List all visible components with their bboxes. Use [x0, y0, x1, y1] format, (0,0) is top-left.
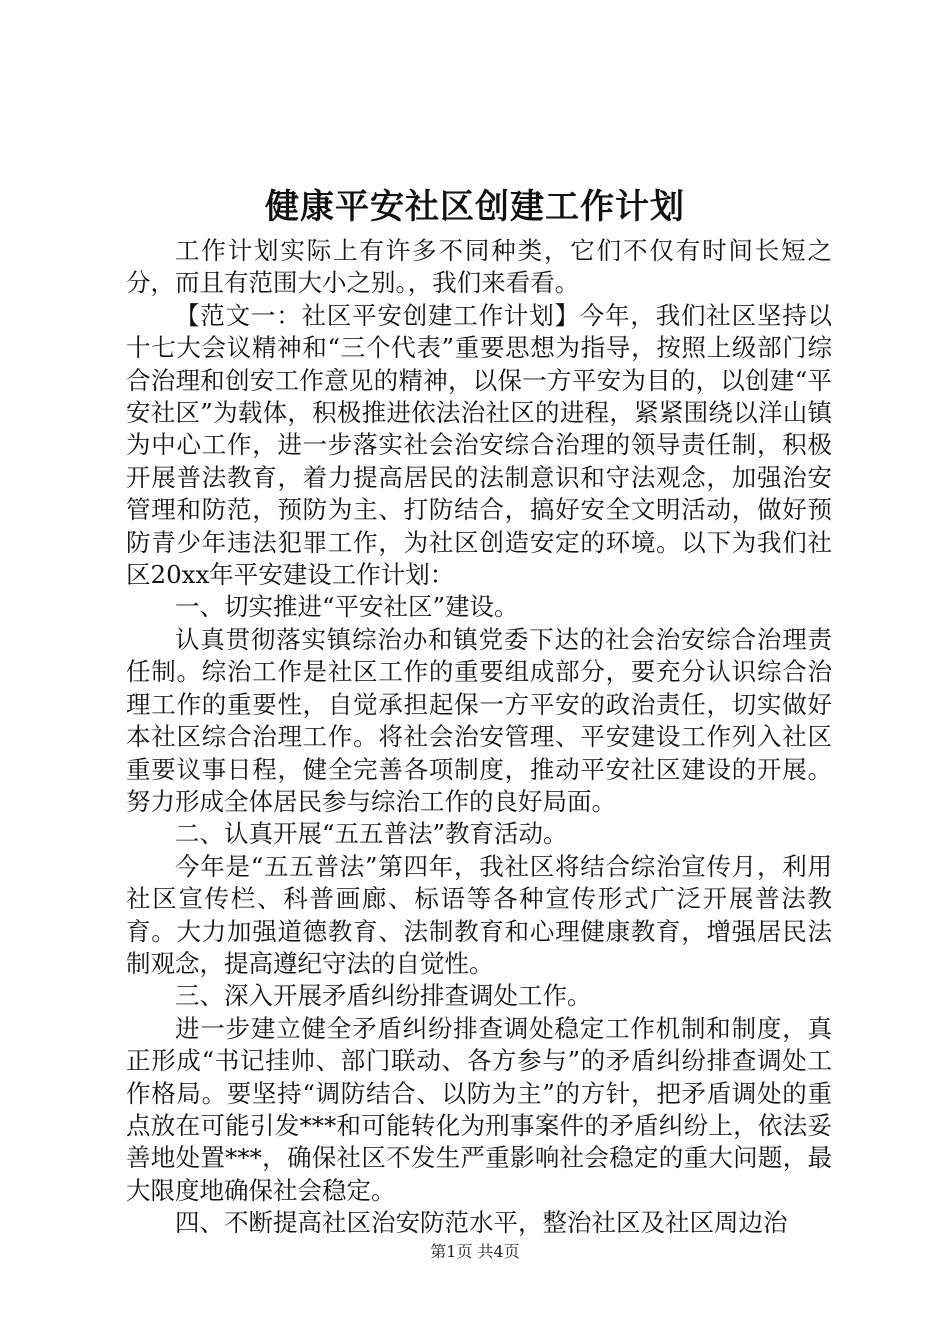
page-number-footer: 第1页 共4页: [430, 1242, 520, 1261]
paragraph: 认真贯彻落实镇综治办和镇党委下达的社会治安综合治理责任制。综治工作是社区工作的重要组成部分，要充分认识综合治理工作的重要性，自觉承担起保一方平安的政治责任，切实做好本社区综合治理工作。将社会治安管理、平安建设工作列入社区重要议事日程，健全完善各项制度，推动平安社区建设的开展。努力形成全体居民参与综治工作的良好局面。: [126, 624, 832, 816]
paragraph: 四、不断提高社区治安防范水平，整治社区及社区周边治: [175, 1208, 788, 1238]
section-heading: 三、深入开展矛盾纠纷排查调处工作。: [175, 981, 592, 1011]
paragraph: 工作计划实际上有许多不同种类，它们不仅有时间长短之分，而且有范围大小之别。，我们来看看。: [126, 236, 832, 298]
paragraph: 【范文一：社区平安创建工作计划】今年，我们社区坚持以十七大会议精神和“三个代表”重要思想为指导，按照上级部门综合治理和创安工作意见的精神，以保一方平安为目的，以创建“平安社区”为载体，积极推进依法治社区的进程，紧紧围绕以洋山镇为中心工作，进一步落实社会治安综合治理的领导责任制，积极开展普法教育，着力提高居民的法制意识和守法观念，加强治安管理和防范，预防为主、打防结合，搞好安全文明活动，做好预防青少年违法犯罪工作，为社区创造安定的环境。以下为我们社区20xx年平安建设工作计划：: [126, 300, 832, 590]
document-title: 健康平安社区创建工作计划: [265, 187, 685, 227]
document-body: [126, 235, 832, 1240]
section-heading: 二、认真开展“五五普法”教育活动。: [175, 819, 568, 849]
paragraph: 进一步建立健全矛盾纠纷排查调处稳定工作机制和制度，真正形成“书记挂帅、部门联动、各方参与”的矛盾纠纷排查调处工作格局。要坚持“调防结合、以防为主”的方针，把矛盾调处的重点放在可能引发***和可能转化为刑事案件的矛盾纠纷上，依法妥善地处置***，确保社区不发生严重影响社会稳定的重大问题，最大限度地确保社会稳定。: [126, 1013, 832, 1205]
paragraph: 今年是“五五普法”第四年，我社区将结合综治宣传月，利用社区宣传栏、科普画廊、标语等各种宣传形式广泛开展普法教育。大力加强道德教育、法制教育和心理健康教育，增强居民法制观念，提高遵纪守法的自觉性。: [126, 851, 832, 978]
section-heading: 一、切实推进“平安社区”建设。: [175, 592, 519, 622]
